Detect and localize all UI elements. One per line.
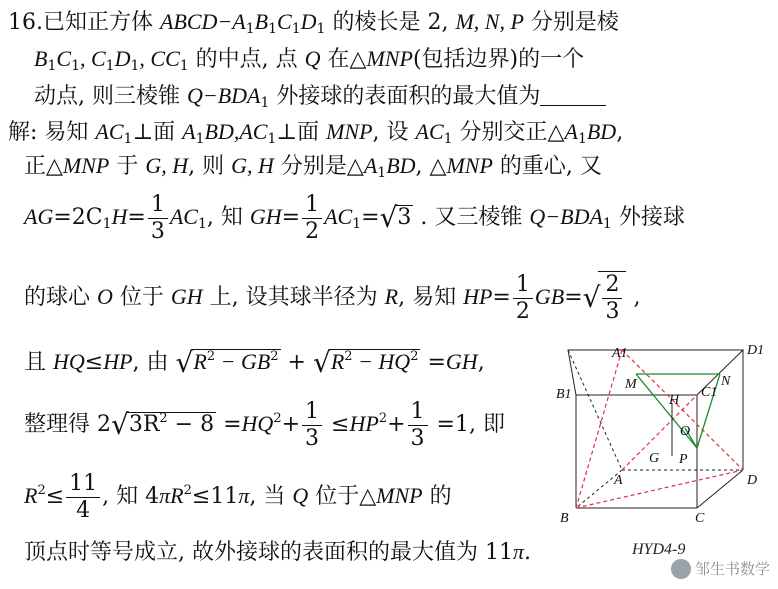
sqrt-symbol: √ xyxy=(175,346,194,379)
sqrt-symbol: √ xyxy=(582,281,601,314)
sqrt-symbol: √ xyxy=(111,408,129,441)
sqrt-symbol: √ xyxy=(379,201,398,234)
wechat-icon xyxy=(671,559,691,579)
label-p: P xyxy=(679,452,688,467)
problem-line-3: 动点, 则三棱锥 $Q-BDA_1$ 外接球的表面积的最大值为 xyxy=(34,82,606,111)
solution-line-8: 顶点时等号成立, 故外接球的表面积的最大值为 11π. xyxy=(24,539,532,565)
fraction-one-half: $\frac{1}{2}$ xyxy=(302,192,322,245)
label-o: O xyxy=(680,424,691,439)
label-a1: A1 xyxy=(612,346,628,361)
problem-number: 16. xyxy=(8,10,43,35)
label-b1: B1 xyxy=(556,387,572,402)
fraction-two-thirds: $\frac{2}{3}$ xyxy=(602,272,622,325)
fraction-eleven-quarters: $\frac{11}{4}$ xyxy=(66,471,100,524)
label-a: A xyxy=(614,473,623,488)
label-d: D xyxy=(747,473,758,488)
solution-line-6: 整理得 $2√3R^2 - 8 =HQ^2+$ $\frac{1}{3}$ $\le HP^2+$ $\frac{1}{3}$ =1, 即 xyxy=(24,398,505,451)
watermark-partial-text: HYD4-9 xyxy=(632,541,686,558)
fraction-one-half: $\frac{1}{2}$ xyxy=(513,272,533,325)
label-m: M xyxy=(625,377,637,392)
solution-line-2: 正△MNP 于 G, H, 则 G, H 分别是$\triangle A_1BD$, △MNP 的重心, 又 xyxy=(24,153,602,181)
solution-line-1: 解: 易知 $AC_1\perp$面 $A_1BD,AC_1\perp$面 MNP, 设 $AC_1$ 分别交正$\triangle A_1BD$, xyxy=(8,119,624,147)
label-g: G xyxy=(649,451,660,466)
problem-line-1: 16.已知正方体 $ABCD-A_1B_1C_1D_1$ 的棱长是 2, M, N, P 分别是棱 xyxy=(8,9,619,37)
cube-figure xyxy=(548,338,778,528)
problem-line-2: $B_1C_1$, $C_1D_1$, $CC_1$ 的中点, 点 Q 在△MNP(包括边界)的一个 xyxy=(34,46,585,74)
label-d1: D1 xyxy=(747,343,765,358)
label-h: H xyxy=(669,393,680,408)
fraction-one-third: $\frac{1}{3}$ xyxy=(302,399,322,452)
label-c1: C1 xyxy=(701,385,718,400)
fraction-one-third: $\frac{1}{3}$ xyxy=(148,192,168,245)
label-b: B xyxy=(560,511,569,526)
red-b-d xyxy=(576,470,743,508)
fraction-one-third: $\frac{1}{3}$ xyxy=(408,399,428,452)
watermark-text: 邹生书数学 xyxy=(694,560,770,578)
label-c: C xyxy=(695,511,705,526)
label-n: N xyxy=(721,374,731,389)
solution-line-7: $R^2\le$ $\frac{11}{4}$ , 知 $4\pi R^2\le 11\pi$, 当 Q 位于△MNP 的 xyxy=(24,470,452,523)
watermark xyxy=(671,558,770,579)
solution-line-5: 且 HQ≤HP, 由 $√R^2 - GB^2 + √R^2 - HQ^2 =GH$, xyxy=(24,346,485,379)
solution-line-3: $AG=2C_1H=$ $\frac{1}{3}$ $AC_1$, 知 GH= $\frac{1}{2}$ $AC_1=√3$ . 又三棱锥 $Q-BDA_1$ 外接球 xyxy=(24,191,685,244)
sqrt-symbol: √ xyxy=(312,346,331,379)
solution-line-4: 的球心 O 位于 GH 上, 设其球半径为 R, 易知 HP= $\frac{1}{2}$ GB=√ $\frac{2}{3}$ , xyxy=(24,271,641,324)
answer-blank xyxy=(540,85,606,106)
